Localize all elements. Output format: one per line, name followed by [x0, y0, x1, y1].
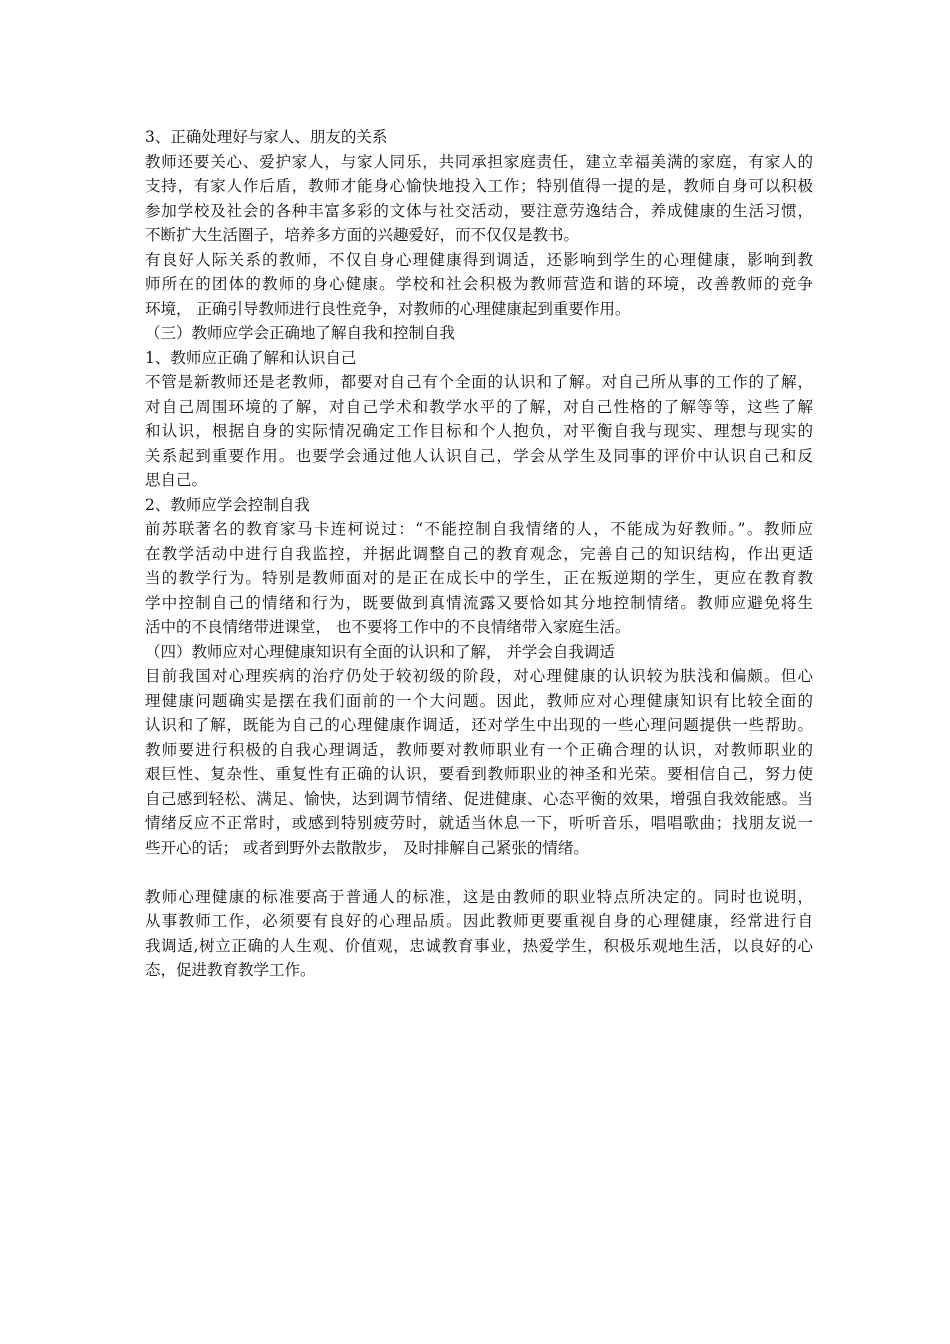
text-line-7: 师所在的团体的教师的身心健康。学校和社会积极为教师营造和谐的环境，改善教师的竞争 — [145, 275, 813, 293]
text-line-11: 不管是新教师还是老教师，都要对自己有个全面的认识和了解。对自己所从事的工作的了解， — [145, 373, 813, 391]
text-line-6: 有良好人际关系的教师，不仅自身心理健康得到调适，还影响到学生的心理健康，影响到教 — [145, 250, 813, 269]
text-line-27: 艰巨性、复杂性、重复性有正确的认识，要看到教师职业的神圣和光荣。要相信自己，努力使 — [145, 765, 813, 783]
subheading-1: 1、教师应正确了解和认识自己 — [145, 348, 357, 367]
text-line-29: 情绪反应不正常时，或感到特别疲劳时，就适当休息一下，听听音乐，唱唱歌曲；找朋友说一 — [145, 814, 813, 832]
text-line-8: 环境， 正确引导教师进行良性竞争，对教师的心理健康起到重要作用。 — [145, 299, 631, 318]
text-line-20: 学中控制自己的情绪和行为，既要做到真情流露又要恰如其分地控制情绪。教师应避免将生 — [145, 593, 813, 612]
text-line-19: 当的教学行为。特别是教师面对的是正在成长中的学生，正在叛逆期的学生，更应在教育教 — [145, 569, 813, 587]
document-page — [145, 125, 813, 983]
text-line-34: 我调适,树立正确的人生观、价值观，忠诚教育事业，热爱学生，积极乐观地生活，以良好的心 — [145, 936, 813, 955]
blank-line — [145, 860, 813, 885]
text-line-3: 支持，有家人作后盾，教师才能身心愉快地投入工作；特别值得一提的是，教师自身可以积极 — [145, 177, 813, 195]
text-line-30: 些开心的话； 或者到野外去散散步， 及时排解自己紧张的情绪。 — [145, 838, 589, 857]
text-line-32: 教师心理健康的标准要高于普通人的标准，这是由教师的职业特点所决定的。同时也说明， — [145, 887, 813, 906]
text-line-17: 前苏联著名的教育家马卡连柯说过：“不能控制自我情绪的人，不能成为好教师。”。教师应 — [145, 520, 813, 538]
text-line-13: 和认识，根据自身的实际情况确定工作目标和个人抱负，对平衡自我与现实、理想与现实的 — [145, 422, 813, 440]
section-heading-4: （四）教师应对心理健康知识有全面的认识和了解， 并学会自我调适 — [145, 642, 615, 661]
text-line-1: 3、正确处理好与家人、朋友的关系 — [145, 128, 388, 146]
text-line-15: 思自己。 — [145, 471, 208, 489]
text-line-12: 对自己周围环境的了解，对自己学术和教学水平的了解，对自己性格的了解等等，这些了解 — [145, 397, 813, 416]
text-line-25: 认识和了解，既能为自己的心理健康作调适，还对学生中出现的一些心理问题提供一些帮助。 — [145, 716, 813, 734]
text-line-33: 从事教师工作，必须要有良好的心理品质。因此教师更要重视自身的心理健康，经常进行自 — [145, 912, 813, 930]
text-line-24: 理健康问题确实是摆在我们面前的一个大问题。因此，教师应对心理健康知识有比较全面的 — [145, 691, 813, 710]
text-line-28: 自己感到轻松、满足、愉快，达到调节情绪、促进健康、心态平衡的效果，增强自我效能感。当 — [145, 789, 813, 808]
text-line-14: 关系起到重要作用。也要学会通过他人认识自己，学会从学生及同事的评价中认识自己和反 — [145, 446, 813, 465]
section-heading-3: （三）教师应学会正确地了解自我和控制自我 — [145, 324, 456, 342]
text-line-23: 目前我国对心理疾病的治疗仍处于较初级的阶段，对心理健康的认识较为肤浅和偏颇。但心 — [145, 667, 813, 685]
text-line-5: 不断扩大生活圈子，培养多方面的兴趣爱好，而不仅仅是教书。 — [145, 226, 580, 244]
text-line-4: 参加学校及社会的各种丰富多彩的文体与社交活动，要注意劳逸结合，养成健康的生活习惯， — [145, 201, 813, 220]
text-line-35: 态，促进教育教学工作。 — [145, 961, 316, 979]
text-line-18: 在教学活动中进行自我监控，并据此调整自己的教育观念，完善自己的知识结构，作出更适 — [145, 544, 813, 563]
text-line-26: 教师要进行积极的自我心理调适，教师要对教师职业有一个正确合理的认识，对教师职业的 — [145, 740, 813, 759]
text-line-21: 活中的不良情绪带进课堂， 也不要将工作中的不良情绪带入家庭生活。 — [145, 618, 631, 636]
text-line-2: 教师还要关心、爱护家人，与家人同乐，共同承担家庭责任，建立幸福美满的家庭，有家人的 — [145, 152, 813, 171]
subheading-2: 2、教师应学会控制自我 — [145, 495, 310, 514]
